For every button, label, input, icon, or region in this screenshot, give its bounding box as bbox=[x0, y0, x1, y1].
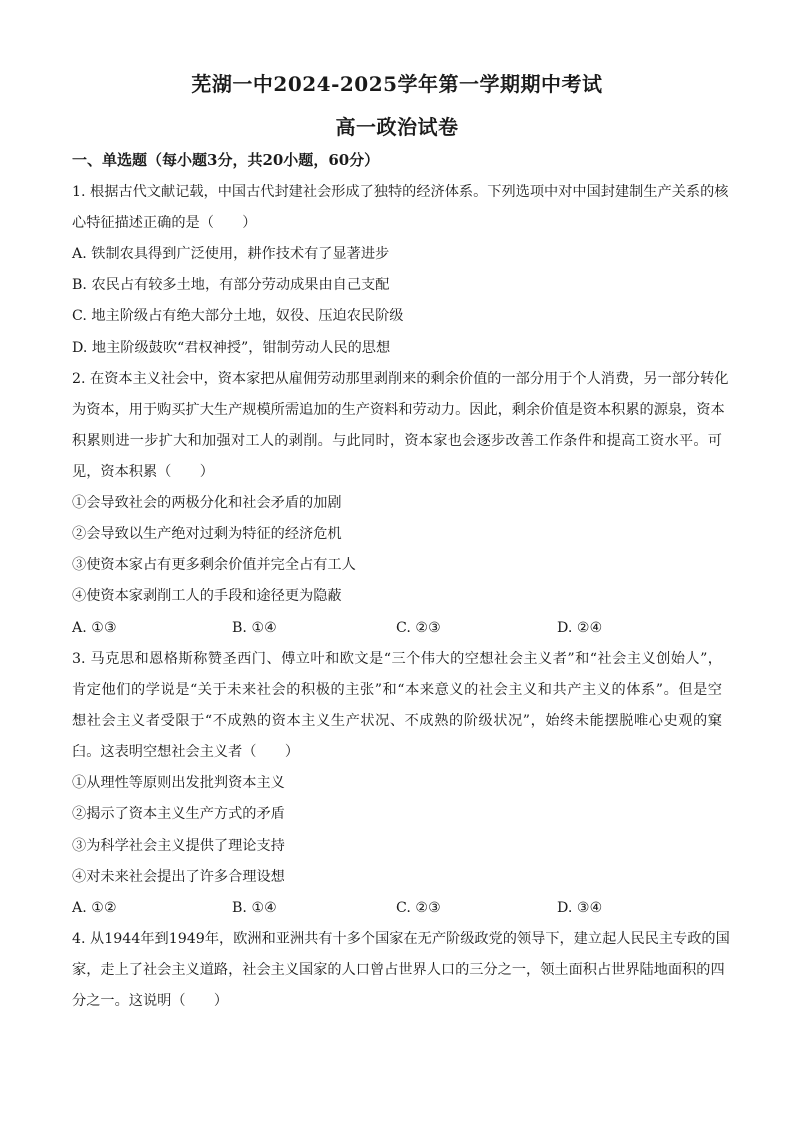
statement-4: ④对未来社会提出了许多合理设想 bbox=[72, 869, 285, 885]
question-stem-line: 1. 根据古代文献记载，中国古代封建社会形成了独特的经济体系。下列选项中对中国封建制生产关系的核 bbox=[72, 184, 729, 200]
statement-1: ①会导致社会的两极分化和社会矛盾的加剧 bbox=[72, 495, 342, 511]
statement-2: ②揭示了资本主义生产方式的矛盾 bbox=[72, 806, 285, 822]
option-c: C. ②③ bbox=[396, 620, 441, 636]
option-d: D. ②④ bbox=[557, 620, 603, 636]
option-b: B. ①④ bbox=[232, 900, 277, 916]
question-stem-line: 家，走上了社会主义道路，社会主义国家的人口曾占世界人口的三分之一，领土面积占世界陆地面积的四 bbox=[72, 962, 725, 978]
question-stem-line: 为资本，用于购买扩大生产规模所需追加的生产资料和劳动力。因此，剩余价值是资本积累的源泉，资本 bbox=[72, 402, 725, 418]
question-stem-line: 分之一。这说明（ ） bbox=[72, 993, 229, 1009]
statement-4: ④使资本家剥削工人的手段和途径更为隐蔽 bbox=[72, 588, 342, 604]
option-b: B. 农民占有较多土地，有部分劳动成果由自己支配 bbox=[72, 277, 390, 293]
question-stem-line: 心特征描述正确的是（ ） bbox=[72, 215, 257, 231]
exam-subtitle: 高一政治试卷 bbox=[335, 115, 459, 139]
question-stem-line: 肯定他们的学说是“关于未来社会的积极的主张”和“本来意义的社会主义和共产主义的体系”。但是空 bbox=[72, 682, 722, 698]
statement-3: ③为科学社会主义提供了理论支持 bbox=[72, 838, 285, 854]
option-a: A. 铁制农具得到广泛使用，耕作技术有了显著进步 bbox=[72, 246, 390, 262]
question-stem-line: 想社会主义者受限于“不成熟的资本主义生产状况、不成熟的阶级状况”，始终未能摆脱唯心史观的窠 bbox=[72, 713, 722, 729]
option-c: C. ②③ bbox=[396, 900, 441, 916]
option-a: A. ①③ bbox=[72, 620, 117, 636]
question-stem-line: 见，资本积累（ ） bbox=[72, 464, 214, 480]
question-stem-line: 臼。这表明空想社会主义者（ ） bbox=[72, 744, 300, 760]
statement-2: ②会导致以生产绝对过剩为特征的经济危机 bbox=[72, 526, 342, 542]
question-stem-line: 积累则进一步扩大和加强对工人的剥削。与此同时，资本家也会逐步改善工作条件和提高工资水平。可 bbox=[72, 433, 722, 449]
exam-title: 芜湖一中2024-2025学年第一学期期中考试 bbox=[191, 72, 603, 96]
option-d: D. ③④ bbox=[557, 900, 603, 916]
option-b: B. ①④ bbox=[232, 620, 277, 636]
question-stem-line: 2. 在资本主义社会中，资本家把从雇佣劳动那里剥削来的剩余价值的一部分用于个人消费，另一部分转化 bbox=[72, 371, 729, 387]
statement-1: ①从理性等原则出发批判资本主义 bbox=[72, 775, 285, 791]
question-stem-line: 3. 马克思和恩格斯称赞圣西门、傅立叶和欧文是“三个伟大的空想社会主义者”和“社会主义创始人”， bbox=[72, 651, 722, 667]
statement-3: ③使资本家占有更多剩余价值并完全占有工人 bbox=[72, 557, 356, 573]
section-heading: 一、单选题（每小题3分，共20小题，60分） bbox=[72, 151, 380, 169]
option-d: D. 地主阶级鼓吹“君权神授”，钳制劳动人民的思想 bbox=[72, 340, 391, 356]
question-stem-line: 4. 从1944年到1949年，欧洲和亚洲共有十多个国家在无产阶级政党的领导下，建立起人民民主专政的国 bbox=[72, 931, 730, 947]
option-a: A. ①② bbox=[72, 900, 117, 916]
option-c: C. 地主阶级占有绝大部分土地，奴役、压迫农民阶级 bbox=[72, 308, 404, 324]
